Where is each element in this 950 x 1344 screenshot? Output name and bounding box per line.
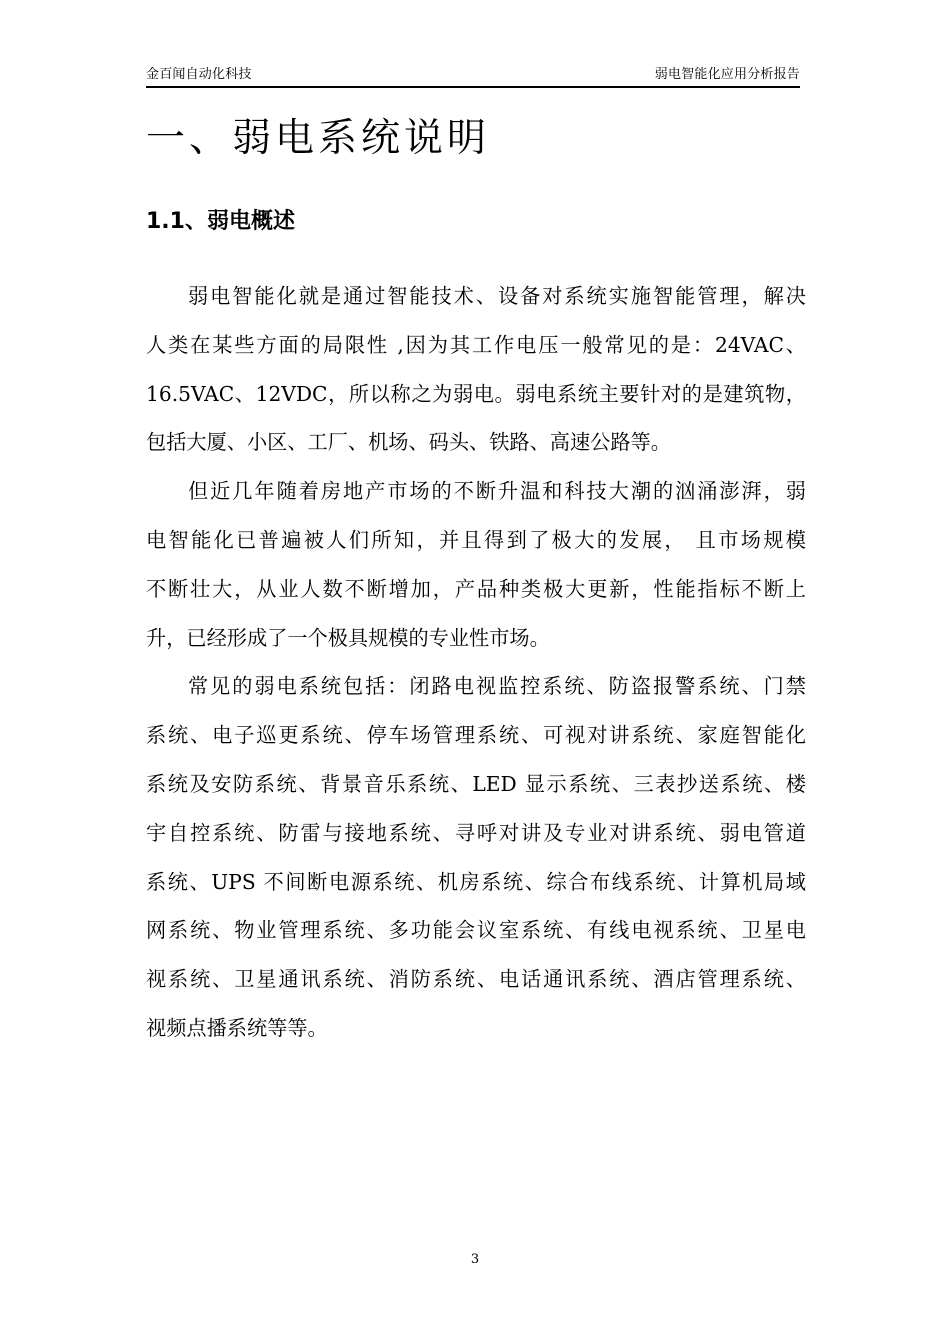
text-line: 网系统、物业管理系统、多功能会议室系统、有线电视系统、卫星电: [146, 918, 806, 943]
header-report-title: 弱电智能化应用分析报告: [654, 67, 800, 82]
paragraph-systems: [146, 662, 806, 1052]
text-line: 不断壮大，从业人数不断增加，产品种类极大更新，性能指标不断上: [146, 576, 806, 601]
text-line: 但近几年随着房地产市场的不断升温和科技大潮的汹涌澎湃，弱: [188, 479, 806, 504]
text-line: 系统、电子巡更系统、停车场管理系统、可视对讲系统、家庭智能化: [146, 723, 806, 748]
text-line: 宇自控系统、防雷与接地系统、寻呼对讲及专业对讲系统、弱电管道: [146, 820, 806, 845]
text-line: 视系统、卫星通讯系统、消防系统、电话通讯系统、酒店管理系统、: [146, 967, 806, 992]
text-line: 系统及安防系统、背景音乐系统、LED 显示系统、三表抄送系统、楼: [146, 771, 806, 796]
text-line: 人类在某些方面的局限性 ,因为其工作电压一般常见的是：24VAC、: [146, 332, 806, 357]
text-line: 系统、UPS 不间断电源系统、机房系统、综合布线系统、计算机局域: [146, 869, 806, 894]
text-line: 视频点播系统等等。: [146, 1015, 328, 1040]
text-line: 常见的弱电系统包括：闭路电视监控系统、防盗报警系统、门禁: [188, 674, 806, 699]
page-number: 3: [470, 1252, 480, 1267]
chapter-title: 一、弱电系统说明: [146, 116, 491, 161]
paragraph-market: [146, 467, 806, 662]
text-line: 16.5VAC、12VDC，所以称之为弱电。弱电系统主要针对的是建筑物，: [146, 381, 806, 406]
paragraph-overview: [146, 272, 806, 467]
text-line: 弱电智能化就是通过智能技术、设备对系统实施智能管理，解决: [188, 284, 806, 308]
section-heading: 1.1、弱电概述: [146, 209, 295, 234]
page-header: [146, 62, 800, 88]
text-line: 电智能化已普遍被人们所知，并且得到了极大的发展， 且市场规模: [146, 527, 806, 552]
header-company-name: 金百闻自动化科技: [146, 67, 252, 82]
text-line: 升，已经形成了一个极具规模的专业性市场。: [146, 625, 550, 650]
text-line: 包括大厦、小区、工厂、机场、码头、铁路、高速公路等。: [146, 430, 671, 455]
body-text: [146, 272, 806, 1053]
